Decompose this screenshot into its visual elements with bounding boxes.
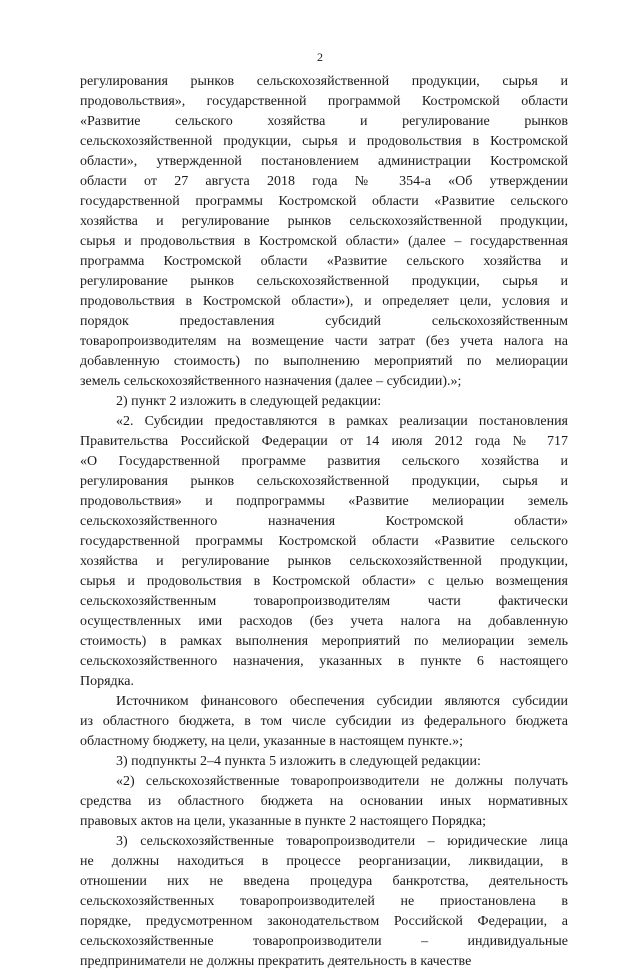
text-line: области от 27 августа 2018 года № 354-а «Об утверждении — [80, 174, 568, 189]
text-line: предприниматели не должны прекратить деятельность в качестве — [80, 954, 472, 969]
paragraph — [80, 752, 568, 772]
text-line: области», утвержденной постановлением администрации Костромской — [80, 154, 568, 169]
text-line: Источником финансового обеспечения субсидии являются субсидии — [116, 694, 568, 709]
text-line: сельскохозяйственным товаропроизводителям части фактически — [80, 594, 568, 609]
paragraph — [80, 832, 568, 972]
text-line: хозяйства и регулирование рынков сельскохозяйственной продукции, — [80, 554, 568, 569]
text-line: сельскохозяйственные товаропроизводители – индивидуальные — [80, 934, 568, 949]
text-line: сельскохозяйственного назначения Костромской области» — [80, 514, 568, 529]
text-line: правовых актов на цели, указанные в пункте 2 настоящего Порядка; — [80, 814, 486, 829]
text-line: сельскохозяйственной продукции, сырья и продовольствия в Костромской — [80, 134, 568, 149]
text-line: государственной программы Костромской области «Развитие сельского — [80, 534, 568, 549]
text-line: отношении них не введена процедура банкротства, деятельность — [80, 874, 568, 889]
text-line: добавленную стоимость) по выполнению мероприятий по мелиорации — [80, 354, 568, 369]
text-line: земель сельскохозяйственного назначения (далее – субсидии).»; — [80, 374, 462, 389]
paragraph — [80, 392, 568, 412]
text-line: из областного бюджета, в том числе субсидии из федерального бюджета — [80, 714, 568, 729]
text-line: регулирование рынков сельскохозяйственной продукции, сырья и — [80, 274, 568, 289]
page-number: 2 — [317, 50, 323, 64]
text-line: сельскохозяйственных товаропроизводителей не приостановлена в — [80, 894, 568, 909]
text-line: «2) сельскохозяйственные товаропроизводители не должны получать — [116, 774, 568, 789]
paragraph — [80, 412, 568, 692]
text-line: «Развитие сельского хозяйства и регулирование рынков — [80, 114, 568, 129]
paragraph — [80, 72, 568, 392]
text-line: Порядка. — [80, 674, 134, 689]
text-line: программа Костромской области «Развитие сельского хозяйства и — [80, 254, 568, 269]
text-line: сырья и продовольствия в Костромской области» с целью возмещения — [80, 574, 568, 589]
text-line: 3) сельскохозяйственные товаропроизводители – юридические лица — [116, 834, 568, 849]
document-body — [80, 72, 568, 972]
text-line: Правительства Российской Федерации от 14 июля 2012 года № 717 — [80, 434, 568, 449]
text-line: порядке, предусмотренном законодательством Российской Федерации, а — [80, 914, 568, 929]
text-line: сырья и продовольствия в Костромской области» (далее – государственная — [80, 234, 568, 249]
paragraph — [80, 772, 568, 832]
text-line: регулирования рынков сельскохозяйственной продукции, сырья и — [80, 74, 568, 89]
text-line: товаропроизводителям на возмещение части затрат (без учета налога на — [80, 334, 568, 349]
text-line: сельскохозяйственного назначения, указанных в пункте 6 настоящего — [80, 654, 568, 669]
text-line: 2) пункт 2 изложить в следующей редакции: — [116, 394, 382, 409]
text-line: средства из областного бюджета на основании иных нормативных — [80, 794, 568, 809]
text-line: «О Государственной программе развития сельского хозяйства и — [80, 454, 568, 469]
paragraph — [80, 692, 568, 752]
text-line: регулирования рынков сельскохозяйственной продукции, сырья и — [80, 474, 568, 489]
text-line: хозяйства и регулирование рынков сельскохозяйственной продукции, — [80, 214, 568, 229]
text-line: продовольствия» и подпрограммы «Развитие мелиорации земель — [80, 494, 568, 509]
text-line: продовольствия в Костромской области»), и определяет цели, условия и — [80, 294, 568, 309]
text-line: продовольствия», государственной программой Костромской области — [80, 94, 568, 109]
text-line: стоимость) в рамках выполнения мероприятий по мелиорации земель — [80, 634, 568, 649]
text-line: государственной программы Костромской области «Развитие сельского — [80, 194, 568, 209]
text-line: порядок предоставления субсидий сельскохозяйственным — [80, 314, 568, 329]
text-line: «2. Субсидии предоставляются в рамках реализации постановления — [116, 414, 568, 429]
text-line: осуществленных ими расходов (без учета налога на добавленную — [80, 614, 568, 629]
text-line: не должны находиться в процессе реорганизации, ликвидации, в — [80, 854, 568, 869]
text-line: 3) подпункты 2–4 пункта 5 изложить в следующей редакции: — [116, 754, 481, 769]
text-line: областному бюджету, на цели, указанные в настоящем пункте.»; — [80, 734, 463, 749]
